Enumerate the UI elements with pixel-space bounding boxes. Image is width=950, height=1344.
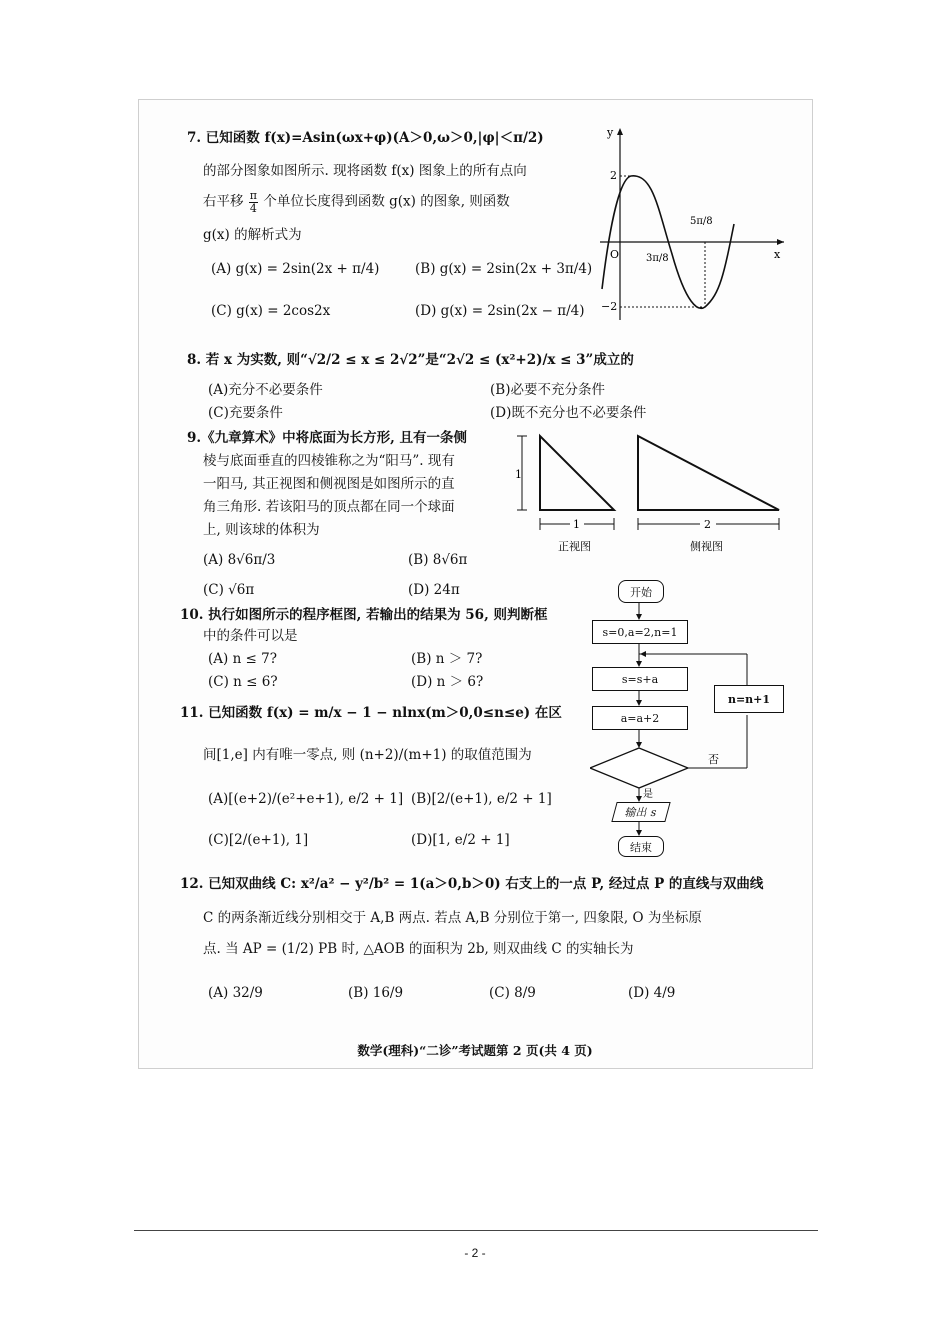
flow-increment-a: a=a+2 — [592, 706, 688, 730]
q7-line-3: 右平移 $\frac{\pi}{4}$ 个单位长度得到函数 g(x) 的图象, 则函数 — [203, 189, 510, 215]
q12-option-a: (A) 32/9 — [208, 985, 263, 1001]
q11-option-d: (D)[1, e/2 + 1] — [411, 832, 510, 848]
q9-front-width: 1 — [573, 518, 580, 531]
exam-page-footer: 数学(理科)“二诊”考试题第 2 页(共 4 页) — [357, 1043, 593, 1058]
flow-output: 输出 s — [611, 802, 670, 822]
flow-no-label: 否 — [708, 753, 719, 766]
q12-option-b: (B) 16/9 — [348, 985, 404, 1001]
q7-option-c: (C) g(x) = 2cos2x — [211, 303, 331, 319]
q9-line-3: 一阳马, 其正视图和侧视图是如图所示的直 — [203, 476, 455, 492]
q10-option-a: (A) n ≤ 7? — [208, 651, 277, 667]
q11-option-a: (A)[(e+2)/(e²+e+1), e/2 + 1] — [208, 791, 404, 807]
q11-option-b: (B)[2/(e+1), e/2 + 1] — [411, 791, 552, 807]
flow-yes-label: 是 — [643, 789, 653, 800]
q10-option-b: (B) n ＞ 7? — [411, 651, 483, 667]
q11-line-1: 11. 已知函数 f(x) = m/x − 1 − nlnx(m＞0,0≤n≤e) 在区 — [180, 705, 562, 721]
q7-line-2: 的部分图象如图所示. 现将函数 f(x) 图象上的所有点向 — [203, 163, 527, 179]
q7-option-b: (B) g(x) = 2sin(2x + 3π/4) — [415, 261, 593, 277]
q7-origin-label: O — [610, 248, 620, 261]
flow-end: 结束 — [618, 836, 664, 857]
q12-line-1: 12. 已知双曲线 C: x²/a² − y²/b² = 1(a＞0,b＞0) 右支上的一点 P, 经过点 P 的直线与双曲线 — [180, 876, 764, 892]
q9-option-d: (D) 24π — [408, 582, 460, 598]
q11-option-c: (C)[2/(e+1), 1] — [208, 832, 309, 848]
q7-shift-fraction: $\frac{\pi}{4}$ — [249, 189, 258, 215]
q9-line-4: 角三角形. 若该阳马的顶点都在同一个球面 — [203, 499, 455, 515]
q7-tick-5pi8: 5π/8 — [690, 216, 713, 227]
q12-line-3: 点. 当 AP = (1/2) PB 时, △AOB 的面积为 2b, 则双曲线 C 的实轴长为 — [203, 941, 634, 957]
q10-option-d: (D) n ＞ 6? — [411, 674, 484, 690]
q10-line-2: 中的条件可以是 — [203, 628, 298, 644]
q9-front-view-label: 正视图 — [558, 540, 591, 553]
q7-option-d: (D) g(x) = 2sin(2x − π/4) — [415, 303, 585, 319]
q7-tick-3pi8: 3π/8 — [646, 253, 669, 264]
q9-side-view-label: 侧视图 — [690, 540, 723, 553]
q9-line-1: 9.《九章算术》中将底面为长方形, 且有一条侧 — [187, 430, 467, 446]
q7-tick-2: 2 — [610, 169, 617, 182]
q9-option-a: (A) 8√6π/3 — [203, 552, 276, 568]
q12-line-2: C 的两条渐近线分别相交于 A,B 两点. 若点 A,B 分别位于第一, 四象限, O 为坐标原 — [203, 910, 702, 926]
q8-option-c: (C)充要条件 — [208, 405, 283, 421]
q7-y-label: y — [607, 126, 614, 139]
q7-x-label: x — [774, 248, 781, 261]
flow-sum: s=s+a — [592, 667, 688, 691]
q10-line-1: 10. 执行如图所示的程序框图, 若输出的结果为 56, 则判断框 — [180, 607, 548, 623]
q8-stem: 8. 若 x 为实数, 则“√2/2 ≤ x ≤ 2√2”是“2√2 ≤ (x²+2)/x ≤ 3”成立的 — [187, 352, 634, 368]
q7-line-1: 7. 已知函数 f(x)=Asin(ωx+φ)(A＞0,ω＞0,|φ|＜π/2) — [187, 130, 544, 146]
q7-line-4: g(x) 的解析式为 — [203, 227, 302, 243]
q11-line-2: 间[1,e] 内有唯一零点, 则 (n+2)/(m+1) 的取值范围为 — [203, 747, 532, 763]
q7-option-a: (A) g(x) = 2sin(2x + π/4) — [211, 261, 380, 277]
flow-start: 开始 — [618, 580, 664, 603]
q10-option-c: (C) n ≤ 6? — [208, 674, 278, 690]
page-number: - 2 - — [464, 1246, 486, 1260]
flow-init: s=0,a=2,n=1 — [592, 620, 688, 644]
q9-height-label: 1 — [515, 468, 522, 481]
q9-option-c: (C) √6π — [203, 582, 255, 598]
q7-sine-graph — [598, 124, 798, 324]
q9-line-2: 棱与底面垂直的四棱锥称之为“阳马”. 现有 — [203, 453, 455, 469]
flow-increment-n: n=n+1 — [714, 685, 784, 713]
q8-option-a: (A)充分不必要条件 — [208, 382, 323, 398]
q8-option-b: (B)必要不充分条件 — [490, 382, 605, 398]
q9-option-b: (B) 8√6π — [408, 552, 468, 568]
q12-option-d: (D) 4/9 — [628, 985, 676, 1001]
q7-tick-neg2: −2 — [601, 300, 618, 313]
footer-rule — [134, 1230, 818, 1231]
q12-option-c: (C) 8/9 — [489, 985, 536, 1001]
q9-side-width: 2 — [704, 518, 711, 531]
q9-line-5: 上, 则该球的体积为 — [203, 522, 320, 538]
q8-option-d: (D)既不充分也不必要条件 — [490, 405, 647, 421]
q9-three-views — [514, 428, 794, 558]
